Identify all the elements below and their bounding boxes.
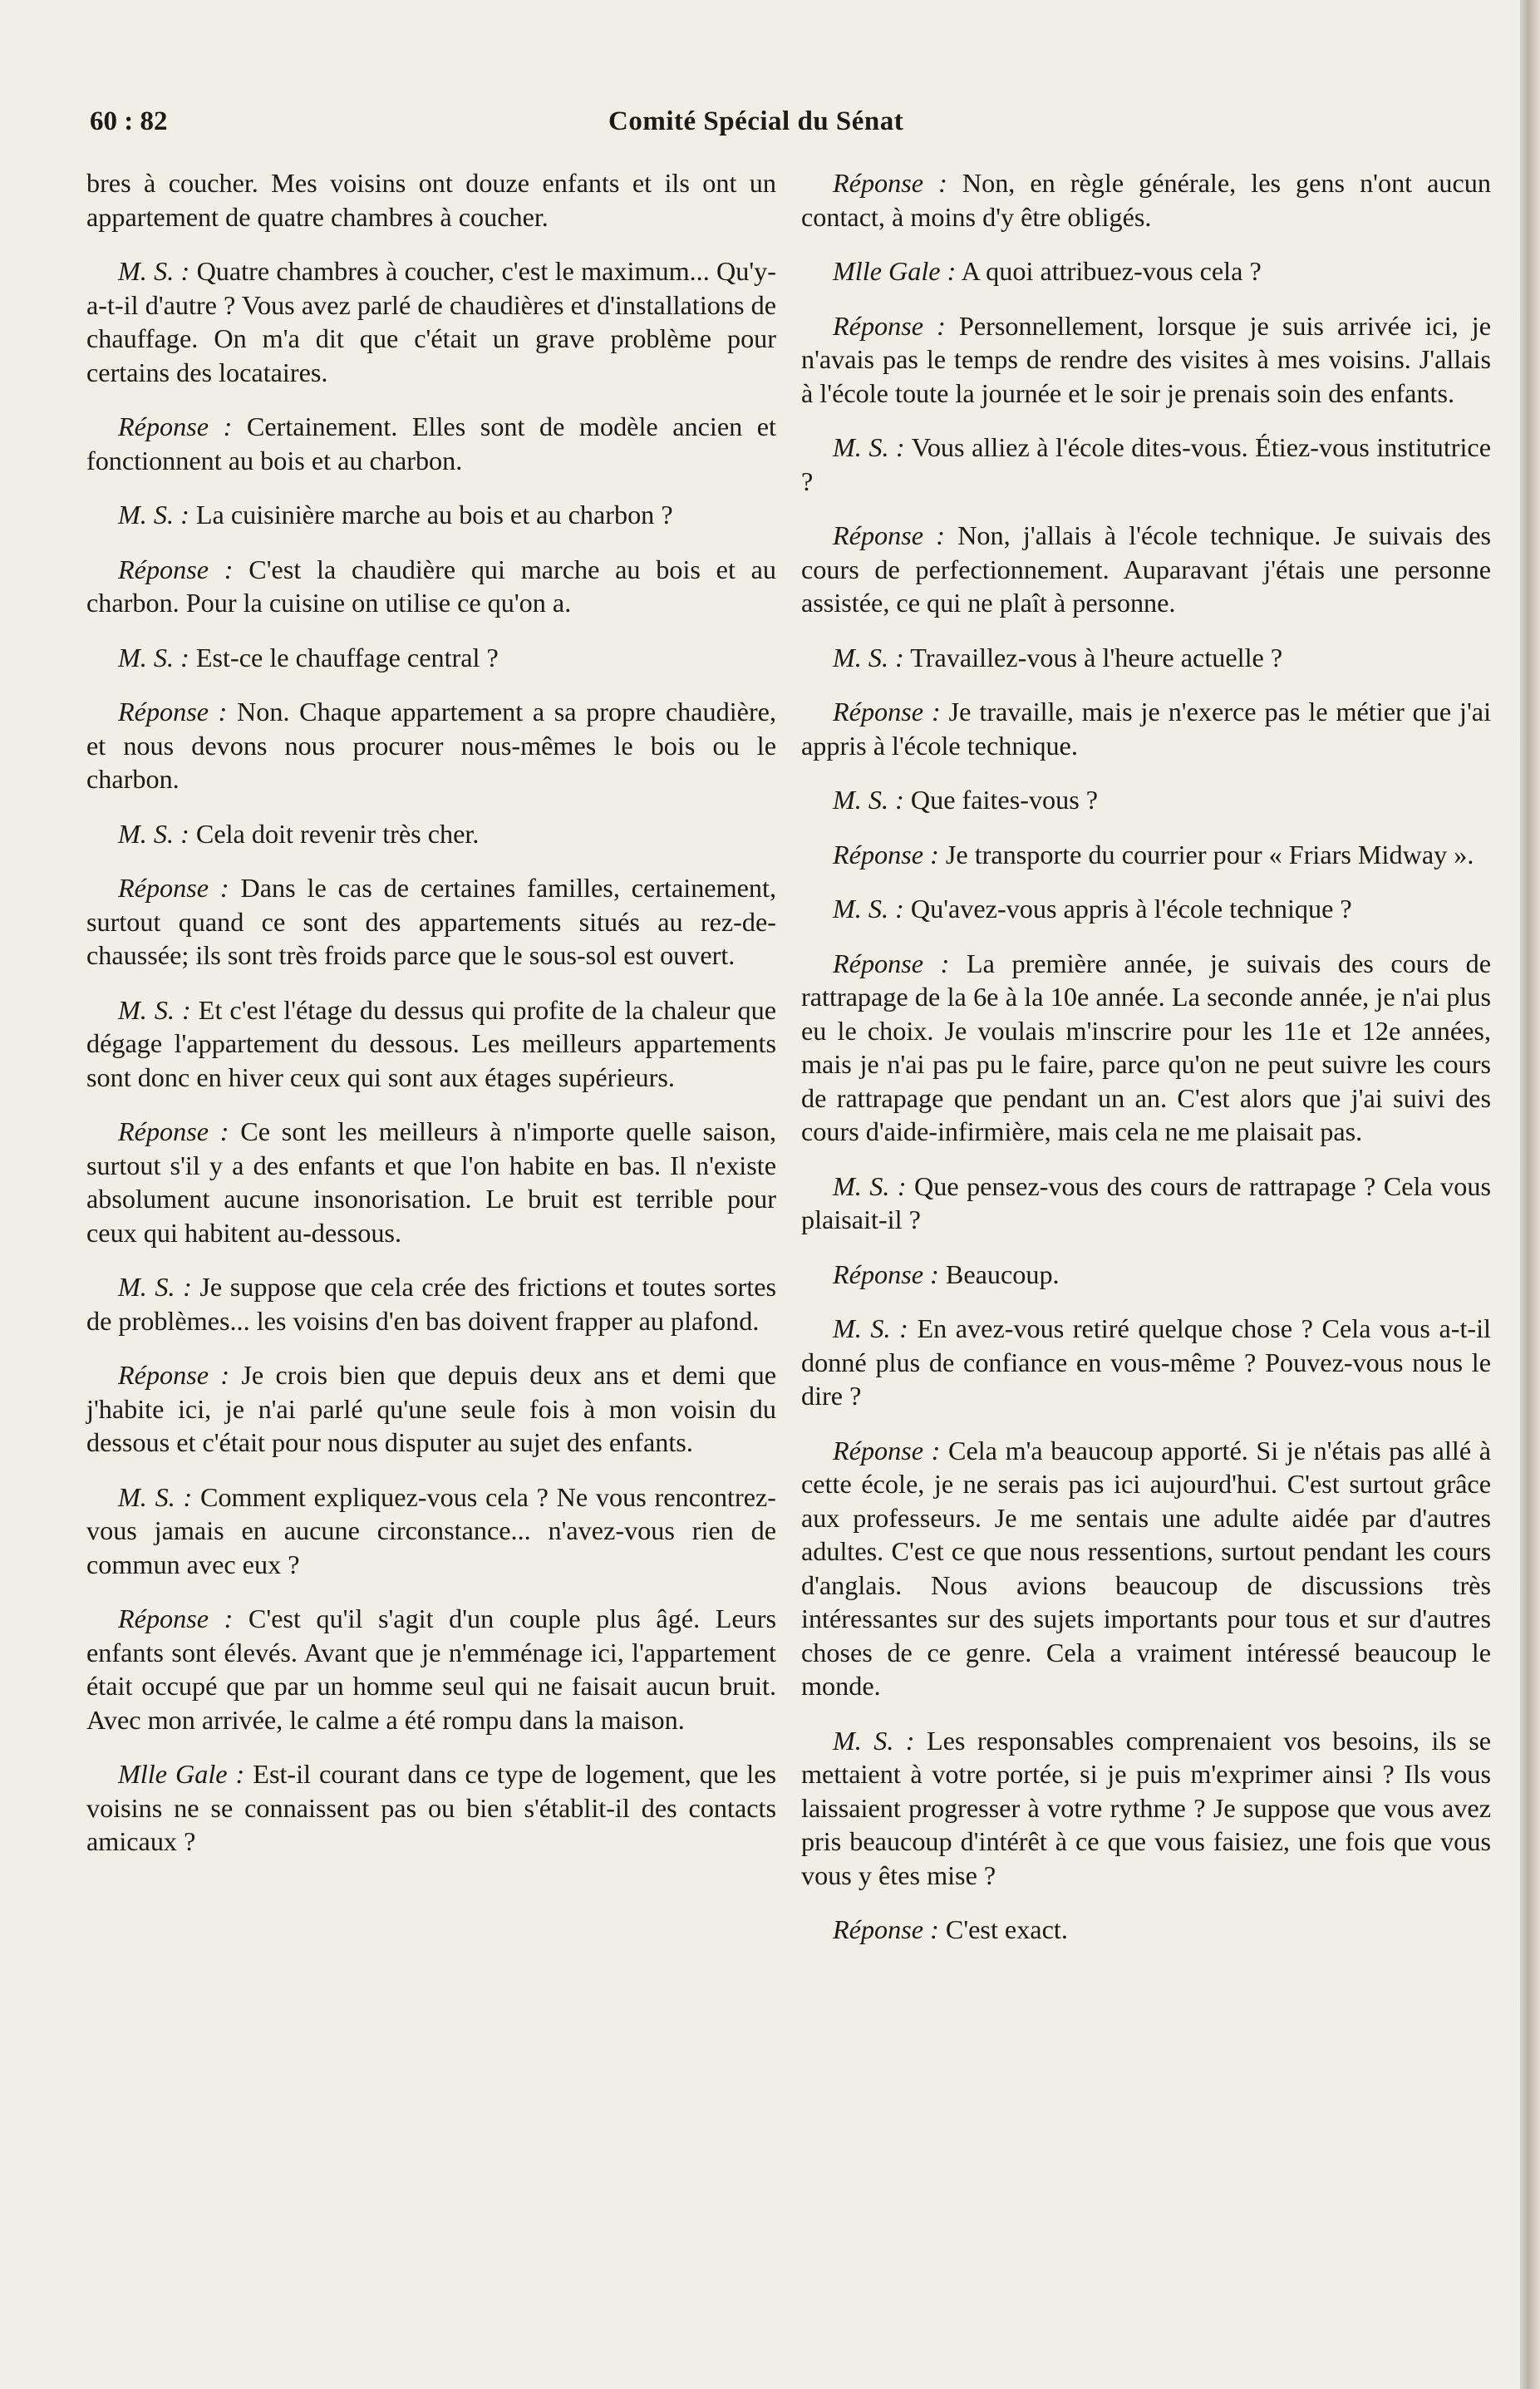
running-header [90,106,1491,148]
dialogue-paragraph [801,1913,1491,1947]
dialogue-text: Non, en règle générale, les gens n'ont aucun contact, à moins d'y être obligés. [801,168,1491,232]
dialogue-text: Cela m'a beaucoup apporté. Si je n'étais pas allé à cette école, je ne serais pas ici aujourd'hui. C'est surtout grâce aux professeurs. Je me sentais une adulte aidée par d'autres adultes. C'est ce que nous ressentions, surtout pendant les cours d'anglais. Nous avions beaucoup de discussions très intéressantes sur des sujets importants pour tous et sur d'autres choses de ce genre. Cela a vraiment intéressé beaucoup le monde. [801,1435,1492,1701]
dialogue-paragraph [801,1312,1491,1413]
speaker-label: M. S. : [118,642,189,672]
speaker-label: Réponse : [118,411,233,441]
dialogue-text: Est-ce le chauffage central ? [195,642,499,672]
dialogue-text: Je suppose que cela crée des frictions et toutes sortes de problèmes... les voisins d'en bas doivent frapper au plafond. [86,1272,777,1336]
speaker-label: M. S. : [833,642,904,672]
speaker-label: M. S. : [833,785,904,815]
dialogue-text: Les responsables comprenaient vos besoins, ils se mettaient à votre portée, si je puis m'exprimer ainsi ? Ils vous laissaient progresser à votre rythme ? Je suppose que vous avez pris beaucoup d'intérêt à ce que vous faisiez, une fois que vous vous y êtes mise ? [801,1725,1492,1890]
dialogue-text: Non, j'allais à l'école technique. Je suivais des cours de perfectionnement. Auparavant j'étais une personne assistée, ce qui ne plaît à personne. [801,520,1492,618]
dialogue-paragraph [86,1115,776,1249]
dialogue-text: La première année, je suivais des cours de rattrapage de la 6e à la 10e année. La seconde année, je n'ai plus eu le choix. Je voulais m'inscrire pour les 11e et 12e années, mais je n'ai pas pu le faire, parce qu'on ne peut suivre les cours de rattrapage que pendant un an. C'est alors que j'ai suivi des cours d'aide-infirmière, mais cela ne me plaisait pas. [801,948,1492,1146]
dialogue-paragraph [86,410,776,477]
speaker-label: Réponse : [118,1603,234,1633]
speaker-label: Réponse : [833,1435,941,1465]
dialogue-text: Cela doit revenir très cher. [195,818,480,849]
dialogue-paragraph [86,1270,776,1337]
dialogue-text: Vous alliez à l'école dites-vous. Étiez-vous institutrice ? [801,432,1492,496]
speaker-label: M. S. : [118,500,189,530]
speaker-label: M. S. : [833,1725,915,1756]
dialogue-paragraph [801,431,1491,498]
speaker-label: Réponse : [833,168,947,198]
dialogue-text: Non. Chaque appartement a sa propre chaudière, et nous devons nous procurer nous-mêmes le bois ou le charbon. [86,697,776,794]
right-column [801,166,1491,1968]
dialogue-paragraph [86,254,776,389]
dialogue-paragraph [801,783,1491,817]
speaker-label: Réponse : [833,1259,939,1289]
speaker-label: Réponse : [118,554,234,584]
dialogue-paragraph [86,817,776,851]
speaker-label: M. S. : [118,1272,192,1302]
dialogue-text: Je travaille, mais je n'exerce pas le métier que j'ai appris à l'école technique. [801,697,1492,761]
speaker-label: Réponse : [118,697,228,727]
speaker-label: Réponse : [833,520,945,550]
speaker-label: M. S. : [833,894,904,924]
dialogue-text: Quatre chambres à coucher, c'est le maximum... Qu'y-a-t-il d'autre ? Vous avez parlé de chaudières et d'installations de chauffage. On m'a dit que c'était un grave problème pour certains des locataires. [86,256,776,387]
dialogue-text: Je crois bien que depuis deux ans et demi que j'habite ici, je n'ai parlé qu'une seule fois à mon voisin du dessous et c'était pour nous disputer au sujet des enfants. [86,1360,777,1457]
speaker-label: Réponse : [118,1360,230,1390]
speaker-label: M. S. : [833,432,905,462]
dialogue-paragraph [801,641,1491,675]
dialogue-paragraph [801,309,1491,411]
speaker-label: Réponse : [833,1914,939,1944]
dialogue-text: La cuisinière marche au bois et au charbon ? [195,500,673,530]
dialogue-text: C'est exact. [945,1914,1068,1944]
dialogue-text: Qu'avez-vous appris à l'école technique ? [910,894,1352,924]
dialogue-paragraph [801,947,1491,1149]
dialogue-paragraph [86,1480,776,1582]
dialogue-paragraph [86,871,776,973]
dialogue-text: Personnellement, lorsque je suis arrivée ici, je n'avais pas le temps de rendre des visites à mes voisins. J'allais à l'école toute la journée et le soir je prenais soin des enfants. [801,310,1492,408]
speaker-label: Réponse : [833,697,941,727]
dialogue-paragraph [86,166,776,234]
dialogue-text: C'est qu'il s'agit d'un couple plus âgé. Leurs enfants sont élevés. Avant que je n'emménage ici, l'appartement était occupé que par un homme seul qui ne faisait aucun bruit. Avec mon arrivée, le calme a été rompu dans la maison. [86,1603,776,1735]
dialogue-paragraph [801,254,1491,288]
dialogue-paragraph [801,1170,1491,1237]
dialogue-paragraph [801,838,1491,872]
speaker-label: Réponse : [833,310,946,341]
dialogue-paragraph [86,553,776,620]
dialogue-text: Dans le cas de certaines familles, certainement, surtout quand ce sont des appartements situés au rez-de-chaussée; ils sont très froids parce que le sous-sol est ouvert. [86,873,776,970]
dialogue-text: En avez-vous retiré quelque chose ? Cela vous a-t-il donné plus de confiance en vous-même ? Pouvez-vous nous le dire ? [801,1313,1492,1411]
dialogue-paragraph [86,498,776,532]
dialogue-text: Ce sont les meilleurs à n'importe quelle saison, surtout s'il y a des enfants et que l'on habite en bas. Il n'existe absolument aucune insonorisation. Le bruit est terrible pour ceux qui habitent au-dessous. [86,1116,777,1248]
dialogue-paragraph [86,993,776,1095]
speaker-label: Réponse : [118,1116,229,1146]
dialogue-paragraph [801,519,1491,620]
dialogue-paragraph [801,1258,1491,1292]
dialogue-paragraph [801,166,1491,234]
dialogue-text: Que pensez-vous des cours de rattrapage ? Cela vous plaisait-il ? [801,1170,1491,1234]
dialogue-paragraph [801,1434,1491,1703]
speaker-label: Réponse : [118,873,229,903]
page-edge-shadow [1520,0,1540,2389]
speaker-label: M. S. : [833,1313,908,1343]
dialogue-paragraph [86,695,776,796]
speaker-label: Réponse : [833,839,939,869]
speaker-label: M. S. : [118,256,190,286]
dialogue-paragraph [801,695,1491,762]
speaker-label: Réponse : [833,948,950,978]
dialogue-text: A quoi attribuez-vous cela ? [961,256,1262,286]
dialogue-paragraph [86,1757,776,1859]
dialogue-paragraph [801,892,1491,926]
dialogue-text: Comment expliquez-vous cela ? Ne vous rencontrez-vous jamais en aucune circonstance... n'avez-vous rien de commun avec eux ? [86,1481,777,1579]
dialogue-text: Que faites-vous ? [910,785,1099,815]
speaker-label: Mlle Gale : [833,256,957,286]
dialogue-paragraph [86,1358,776,1460]
speaker-label: M. S. : [118,994,191,1025]
dialogue-text: Est-il courant dans ce type de logement, que les voisins ne se connaissent pas ou bien s'établit-il des contacts amicaux ? [86,1759,777,1856]
dialogue-text: C'est la chaudière qui marche au bois et au charbon. Pour la cuisine on utilise ce qu'on a. [86,554,777,618]
speaker-label: M. S. : [833,1170,907,1201]
dialogue-paragraph [86,1602,776,1736]
page-number: 60 : 82 [90,106,168,136]
left-column [86,166,776,1879]
speaker-label: Mlle Gale : [118,1759,245,1789]
dialogue-paragraph [86,641,776,675]
dialogue-text: Certainement. Elles sont de modèle ancien et fonctionnent au bois et au charbon. [86,411,777,475]
dialogue-text: Beaucoup. [945,1259,1060,1289]
dialogue-paragraph [801,1724,1491,1893]
dialogue-text: Je transporte du courrier pour « Friars Midway ». [945,839,1474,869]
speaker-label: M. S. : [118,1481,193,1512]
speaker-label: M. S. : [118,818,189,849]
dialogue-text: Et c'est l'étage du dessus qui profite de la chaleur que dégage l'appartement du dessous. Les meilleurs appartements sont donc en hiver ceux qui sont aux étages supérieurs. [86,994,777,1092]
running-title: Comité Spécial du Sénat [608,106,904,136]
dialogue-text: bres à coucher. Mes voisins ont douze enfants et ils ont un appartement de quatre chambres à coucher. [86,168,776,232]
dialogue-text: Travaillez-vous à l'heure actuelle ? [910,642,1283,672]
